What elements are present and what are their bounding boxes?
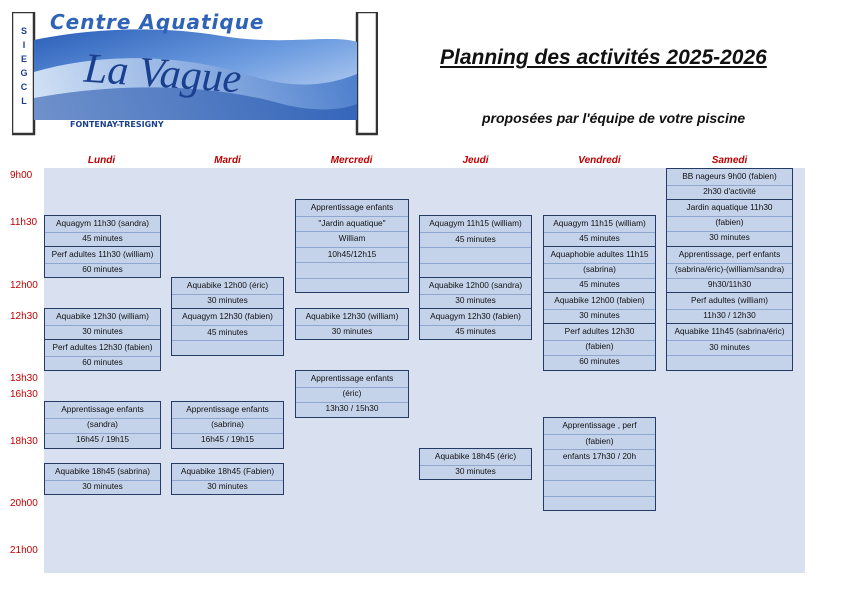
logo-line1: Centre Aquatique [50, 10, 265, 34]
activity-line: 2h30 d'activité [703, 186, 756, 196]
activity-line: Aquabike 12h00 (éric) [186, 280, 269, 290]
activity-line: Perf adultes (william) [691, 295, 768, 305]
day-header-mardi: Mardi [214, 155, 241, 166]
activity-line: (sabrina) [211, 419, 244, 430]
activity-line: 60 minutes [82, 264, 123, 274]
activity-line: 30 minutes [82, 326, 123, 336]
activity-line: Aquabike 12h00 (fabien) [554, 295, 645, 305]
activity-block [44, 401, 161, 449]
activity-line: Apprentissage enfants [61, 404, 144, 414]
activity-block [419, 215, 532, 278]
activity-line: Perf adultes 12h30 [564, 326, 635, 336]
activity-line: Aquabike 12h30 (william) [305, 311, 399, 321]
activity-line: 30 minutes [455, 466, 496, 476]
activity-line: Aquagym 12h30 (fabien) [182, 311, 273, 321]
activity-block [419, 277, 532, 309]
day-header-jeudi: Jeudi [462, 155, 489, 166]
activity-line: 45 minutes [455, 326, 496, 336]
activity-line: Aquabike 18h45 (sabrina) [54, 466, 151, 476]
activity-line: 60 minutes [579, 356, 620, 367]
activity-line: Aquagym 12h30 (fabien) [430, 311, 521, 321]
activity-line: 45 minutes [82, 233, 123, 243]
time-label: 9h00 [10, 170, 33, 181]
activity-block [295, 308, 409, 340]
logo-side-letters [18, 26, 30, 106]
activity-block [666, 246, 793, 294]
activity-line: 13h30 / 15h30 [325, 403, 379, 414]
logo-side-letter: G [20, 68, 28, 78]
activity-line: Aquabike 12h00 (sandra) [428, 280, 523, 290]
activity-line: Apprentissage , perf [562, 420, 637, 430]
activity-line: 9h30/11h30 [707, 279, 752, 290]
activity-line: (sandra) [87, 419, 118, 430]
activity-block [419, 448, 532, 480]
activity-line: 11h30 / 12h30 [703, 310, 756, 320]
activity-block [666, 323, 793, 371]
activity-line: Perf adultes 12h30 (fabien) [52, 342, 153, 352]
activity-line: 45 minutes [579, 279, 620, 290]
logo-side-letter: E [20, 54, 27, 64]
activity-line: "Jardin aquatique" [318, 217, 386, 228]
day-header-lundi: Lundi [87, 155, 116, 166]
activity-line: 30 minutes [207, 295, 248, 305]
activity-line: Aquabike 11h45 (sabrina/éric) [674, 326, 785, 336]
logo-side-letter: S [20, 26, 27, 36]
day-header-mercredi: Mercredi [330, 155, 373, 166]
time-label: 12h00 [10, 280, 38, 291]
activity-line: (fabien) [715, 217, 744, 228]
activity-block [44, 215, 161, 247]
activity-block [44, 308, 161, 340]
activity-line: Aquabike 18h45 (éric) [434, 451, 517, 461]
activity-block [543, 292, 656, 324]
activity-line: (fabien) [585, 341, 614, 352]
logo-side-letter: C [20, 82, 28, 92]
logo-line3: FONTENAY-TRESIGNY [70, 120, 164, 129]
logo-line2: La Vague [82, 45, 243, 103]
activity-block [666, 199, 793, 247]
activity-line: Aquabike 18h45 (Fabien) [180, 466, 275, 476]
activity-block [171, 463, 284, 495]
activity-block [543, 215, 656, 247]
activity-line: William [338, 233, 366, 243]
activity-block [44, 339, 161, 371]
page-title: Planning des activités 2025-2026 [440, 46, 767, 69]
activity-block [543, 246, 656, 294]
activity-line: (éric) [342, 388, 362, 399]
activity-line: (fabien) [585, 435, 614, 446]
activity-line: 30 minutes [82, 481, 123, 491]
activity-line: (sabrina/éric)-(william/sandra) [674, 264, 785, 275]
activity-line: 30 minutes [455, 295, 496, 305]
activity-line: Apprentissage, perf enfants [678, 249, 781, 259]
activity-line: enfants 17h30 / 20h [562, 451, 637, 461]
activity-block [543, 323, 656, 371]
activity-block [666, 168, 793, 200]
activity-line: Aquaphobie adultes 11h15 [550, 249, 649, 259]
activity-line: BB nageurs 9h00 (fabien) [682, 171, 777, 181]
activity-line: 30 minutes [579, 310, 620, 320]
activity-line: 45 minutes [579, 233, 620, 243]
time-label: 12h30 [10, 311, 38, 322]
time-label: 21h00 [10, 545, 38, 556]
activity-line: Aquagym 11h30 (sandra) [55, 218, 149, 228]
activity-block [295, 199, 409, 293]
activity-line: 45 minutes [455, 233, 496, 244]
day-header-vendredi: Vendredi [578, 155, 621, 166]
activity-block [171, 308, 284, 356]
activity-line: Aquagym 11h15 (william) [429, 218, 522, 228]
activity-line: Aquabike 12h30 (william) [56, 311, 149, 321]
activity-line: 16h45 / 19h15 [200, 434, 255, 445]
activity-block [295, 370, 409, 418]
activity-block [171, 277, 284, 309]
time-label: 13h30 [10, 373, 38, 384]
activity-line: Perf adultes 11h30 (william) [51, 249, 154, 259]
logo-side-letter: I [22, 40, 26, 50]
activity-block [44, 463, 161, 495]
time-label: 11h30 [10, 217, 38, 228]
logo [12, 12, 378, 136]
activity-line: Apprentissage enfants [186, 404, 269, 414]
activity-block [171, 401, 284, 449]
activity-line: 30 minutes [709, 341, 750, 352]
logo-side-letter: L [21, 96, 27, 106]
activity-line: 10h45/12h15 [327, 248, 377, 259]
activity-line: 30 minutes [331, 326, 373, 336]
activity-block [44, 246, 161, 278]
time-label: 20h00 [10, 498, 38, 509]
activity-block [543, 417, 656, 511]
activity-line: Jardin aquatique 11h30 [686, 202, 773, 212]
activity-line: 60 minutes [82, 357, 123, 367]
activity-line: 45 minutes [207, 326, 248, 337]
activity-line: (sabrina) [583, 264, 616, 275]
activity-line: 30 minutes [709, 232, 750, 243]
page-subtitle: proposées par l'équipe de votre piscine [482, 110, 746, 126]
time-label: 18h30 [10, 436, 38, 447]
activity-line: Apprentissage enfants [310, 373, 394, 383]
time-label: 16h30 [10, 389, 38, 400]
activity-line: 30 minutes [207, 481, 248, 491]
activity-line: 16h45 / 19h15 [75, 434, 130, 445]
day-header-samedi: Samedi [711, 155, 748, 166]
activity-line: Aquagym 11h15 (william) [553, 218, 646, 228]
activity-line: Apprentissage enfants [310, 202, 394, 212]
activity-block [666, 292, 793, 324]
activity-block [419, 308, 532, 340]
